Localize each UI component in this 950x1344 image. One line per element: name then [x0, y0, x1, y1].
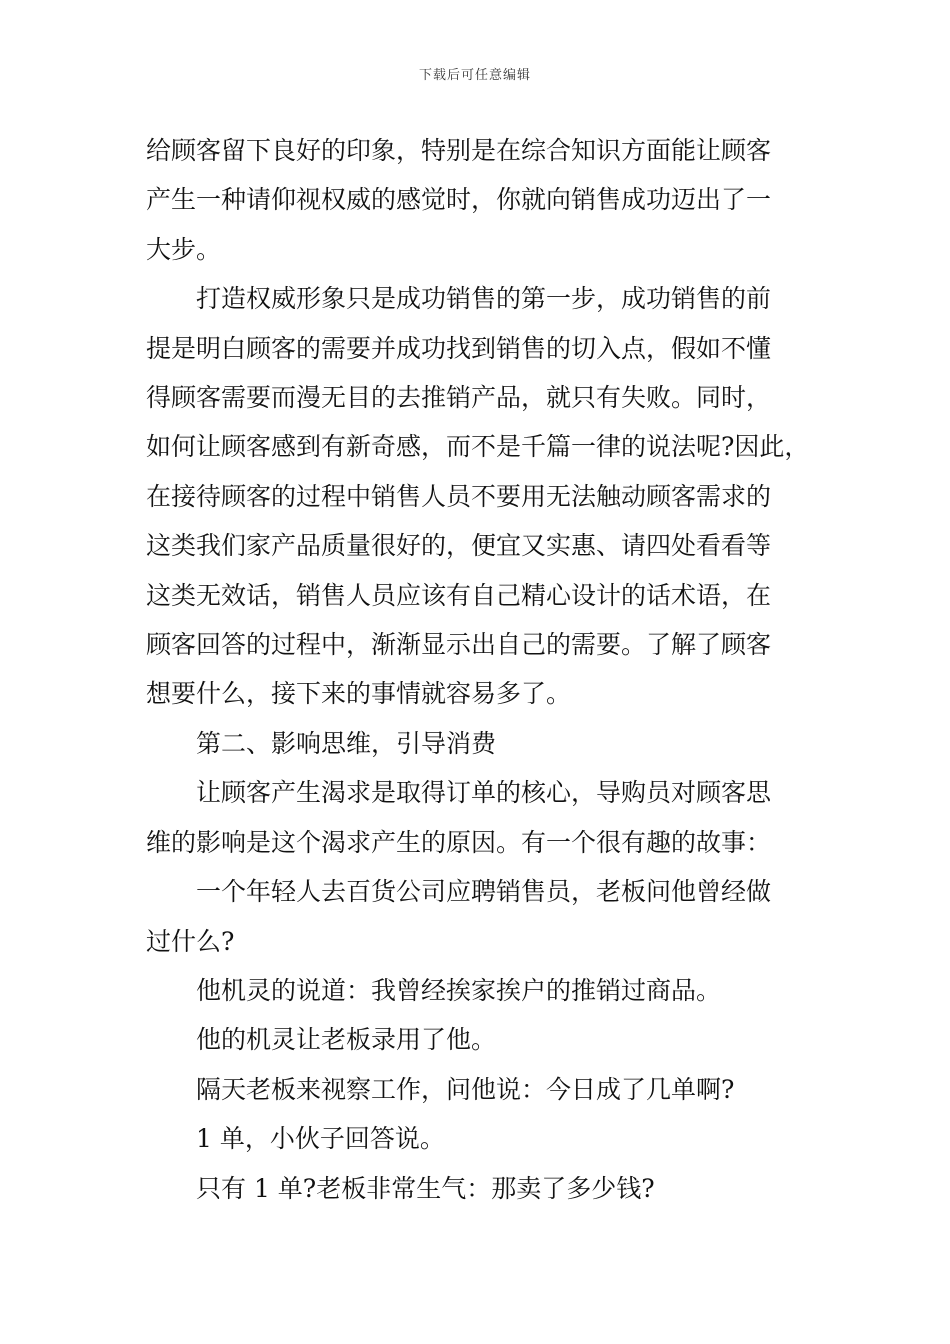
document-body [146, 126, 810, 1213]
text-line: 只有 1 单?老板非常生气：那卖了多少钱? [196, 1173, 655, 1203]
text-line: 想要什么，接下来的事情就容易多了。 [146, 679, 572, 709]
text-line: 大步。 [146, 234, 222, 264]
text-line: 在接待顾客的过程中销售人员不要用无法触动顾客需求的 [146, 481, 772, 511]
text-line: 得顾客需要而漫无目的去推销产品，就只有失败。同时， [146, 383, 772, 413]
text-line: 提是明白顾客的需要并成功找到销售的切入点，假如不懂 [146, 333, 772, 363]
text-line: 让顾客产生渴求是取得订单的核心，导购员对顾客思 [196, 778, 772, 808]
text-line: 1 单，小伙子回答说。 [196, 1124, 445, 1154]
text-line: 一个年轻人去百货公司应聘销售员，老板问他曾经做 [196, 877, 772, 907]
text-line: 过什么? [146, 926, 235, 956]
text-line: 隔天老板来视察工作，问他说：今日成了几单啊? [196, 1074, 735, 1104]
text-line: 产生一种请仰视权威的感觉时，你就向销售成功迈出了一 [146, 185, 772, 215]
text-line: 这类我们家产品质量很好的，便宜又实惠、请四处看看等 [146, 531, 772, 561]
text-line: 他的机灵让老板录用了他。 [196, 1025, 497, 1055]
text-line: 他机灵的说道：我曾经挨家挨户的推销过商品。 [196, 975, 722, 1005]
text-line: 维的影响是这个渴求产生的原因。有一个很有趣的故事： [146, 827, 772, 857]
text-line: 顾客回答的过程中，渐渐显示出自己的需要。了解了顾客 [146, 630, 772, 660]
text-line: 这类无效话，销售人员应该有自己精心设计的话术语，在 [146, 580, 772, 610]
text-line: 如何让顾客感到有新奇感，而不是千篇一律的说法呢?因此， [146, 432, 810, 462]
section-heading: 第二、影响思维，引导消费 [196, 728, 497, 758]
text-line: 给顾客留下良好的印象，特别是在综合知识方面能让顾客 [146, 136, 772, 165]
page-header: 下载后可任意编辑 [418, 68, 531, 83]
text-line: 打造权威形象只是成功销售的第一步，成功销售的前 [196, 284, 772, 314]
